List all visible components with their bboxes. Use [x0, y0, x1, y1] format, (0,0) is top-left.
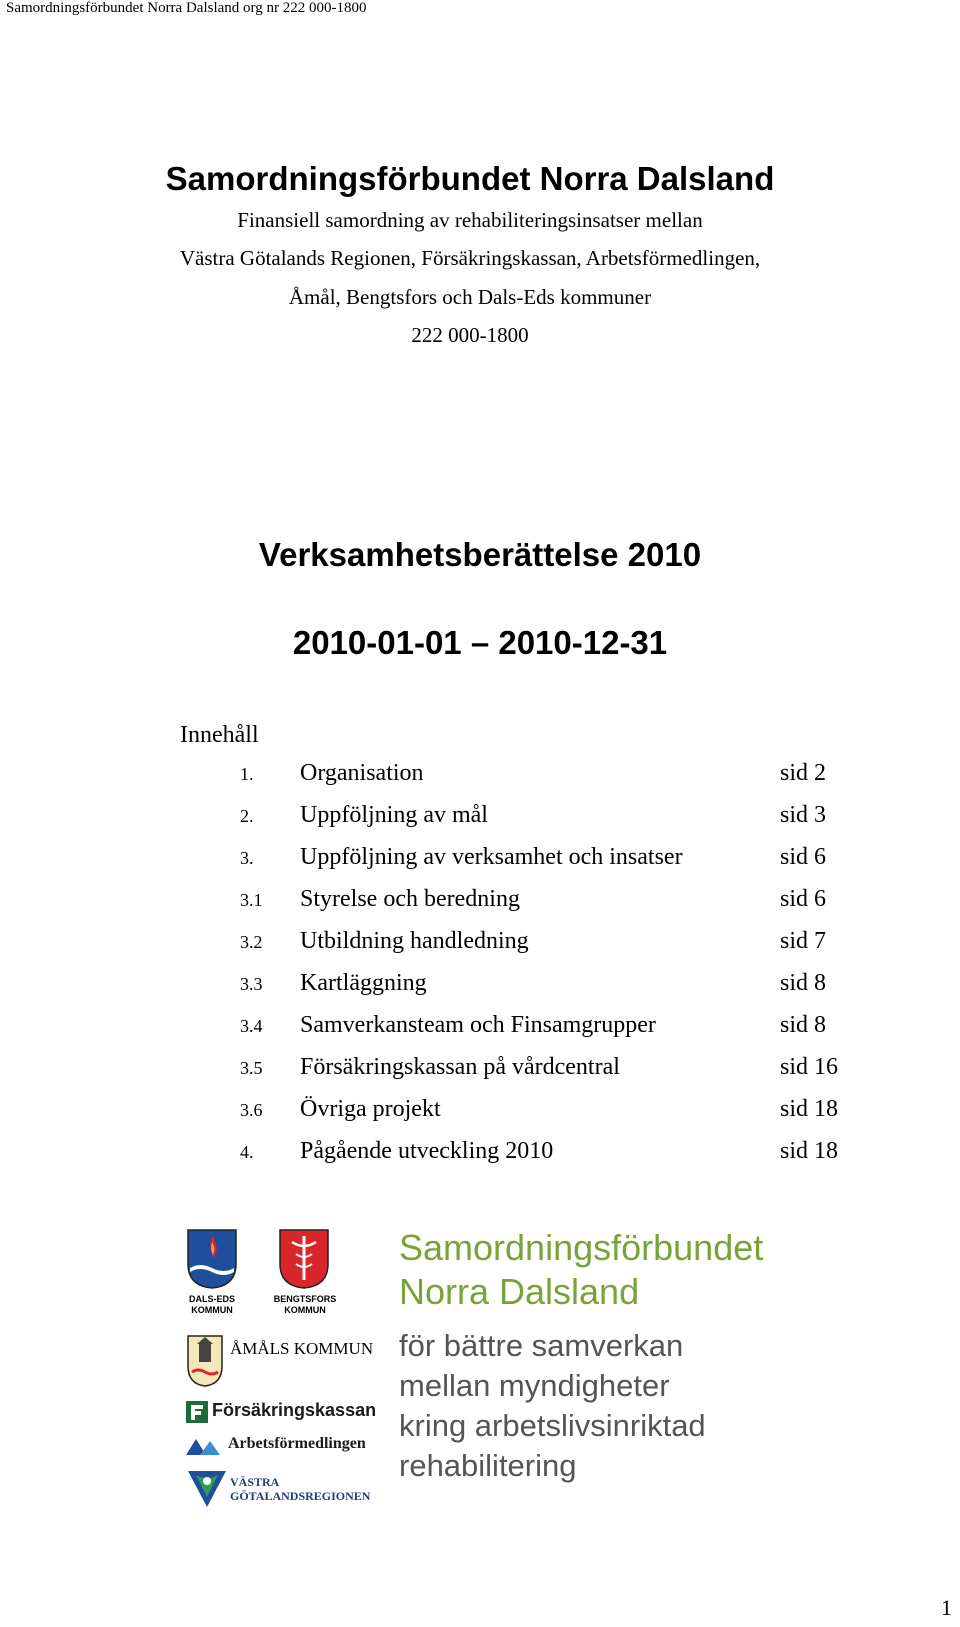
- subtitle-line-3: Åmål, Bengtsfors och Dals-Eds kommuner: [288, 285, 652, 309]
- amal-shield-icon: [186, 1334, 224, 1388]
- toc-item-number: 2.: [240, 806, 254, 826]
- vgr-logo-icon: [186, 1467, 228, 1509]
- toc-item-page: sid 6: [780, 844, 827, 870]
- slogan-line-2: mellan myndigheter: [399, 1368, 670, 1403]
- vgr-label-line-1: VÄSTRA: [230, 1475, 280, 1489]
- slogan-org-line-1: Samordningsförbundet: [399, 1227, 764, 1268]
- toc-item-page: sid 18: [780, 1138, 839, 1164]
- document-title: Samordningsförbundet Norra Dalsland: [165, 160, 775, 197]
- toc-item-title: Uppföljning av verksamhet och insatser: [300, 844, 683, 870]
- toc-item-number: 3.1: [240, 890, 263, 910]
- vgr-label-line-2: GÖTALANDSREGIONEN: [230, 1489, 371, 1503]
- dals-ed-label-line-1: DALS-EDS: [188, 1294, 235, 1304]
- toc-item: [0, 886, 940, 926]
- dals-ed-shield-icon: [186, 1228, 238, 1290]
- toc-item-page: sid 18: [780, 1096, 839, 1122]
- toc-item-number: 3.5: [240, 1058, 263, 1078]
- slogan-line-3: kring arbetslivsinriktad: [399, 1408, 706, 1443]
- toc-item-page: sid 2: [780, 760, 827, 786]
- slogan-line-4: rehabilitering: [399, 1448, 577, 1483]
- dals-ed-label-line-2: KOMMUN: [191, 1305, 233, 1315]
- forsakringskassan-label: Försäkringskassan: [212, 1400, 377, 1420]
- subtitle-line-2: Västra Götalands Regionen, Försäkringskassan, Arbetsförmedlingen,: [179, 246, 761, 270]
- toc-item: [0, 1012, 940, 1052]
- toc-item-number: 3.2: [240, 932, 263, 952]
- toc-item: [0, 928, 940, 968]
- toc-heading: Innehåll: [180, 722, 259, 748]
- report-title: Verksamhetsberättelse 2010: [258, 536, 702, 573]
- toc-item-page: sid 6: [780, 886, 827, 912]
- dals-ed-label: [178, 1294, 246, 1316]
- toc-item-page: sid 16: [780, 1054, 839, 1080]
- toc-item-number: 3.: [240, 848, 254, 868]
- bengtsfors-label-line-1: BENGTSFORS: [273, 1294, 337, 1304]
- toc-item-number: 3.4: [240, 1016, 263, 1036]
- toc-item-title: Utbildning handledning: [300, 928, 529, 954]
- toc-item-title: Samverkansteam och Finsamgrupper: [300, 1012, 656, 1038]
- toc-item-number: 1.: [240, 764, 254, 784]
- toc-item: [0, 1138, 940, 1178]
- toc-item: [0, 802, 940, 842]
- toc-item-number: 3.3: [240, 974, 263, 994]
- toc-item-page: sid 8: [780, 1012, 827, 1038]
- toc-item-title: Uppföljning av mål: [300, 802, 488, 828]
- toc-item-title: Kartläggning: [300, 970, 427, 996]
- bengtsfors-label-line-2: KOMMUN: [284, 1305, 326, 1315]
- slogan-block: [399, 1226, 763, 1486]
- toc-item: [0, 760, 940, 800]
- toc-item: [0, 1096, 940, 1136]
- toc-item-page: sid 3: [780, 802, 827, 828]
- arbetsformedlingen-logo-icon: [184, 1437, 224, 1457]
- toc-item: [0, 1054, 940, 1094]
- toc-item-title: Försäkringskassan på vårdcentral: [300, 1054, 620, 1080]
- slogan-org-line-2: Norra Dalsland: [399, 1271, 640, 1312]
- subtitle-line-1: Finansiell samordning av rehabiliteringsinsatser mellan: [237, 208, 703, 232]
- running-header: Samordningsförbundet Norra Dalsland org nr 222 000-1800: [6, 0, 367, 16]
- toc-item-number: 4.: [240, 1142, 254, 1162]
- vgr-label: [230, 1475, 370, 1503]
- arbetsformedlingen-label: Arbetsförmedlingen: [228, 1435, 366, 1452]
- toc-item-title: Övriga projekt: [300, 1096, 441, 1122]
- amal-label: ÅMÅLS KOMMUN: [230, 1339, 374, 1358]
- page-number: 1: [941, 1595, 952, 1620]
- bengtsfors-label: [268, 1294, 342, 1316]
- slogan-line-1: för bättre samverkan: [399, 1328, 684, 1363]
- toc-item-title: Styrelse och beredning: [300, 886, 520, 912]
- toc-item-number: 3.6: [240, 1100, 263, 1120]
- toc-item-title: Pågående utveckling 2010: [300, 1138, 554, 1164]
- toc-item-page: sid 8: [780, 970, 827, 996]
- bengtsfors-shield-icon: [278, 1228, 330, 1290]
- org-number: 222 000-1800: [411, 323, 529, 347]
- toc-item: [0, 970, 940, 1010]
- forsakringskassan-logo-icon: [186, 1401, 208, 1423]
- report-period: 2010-01-01 – 2010-12-31: [292, 624, 668, 661]
- toc-item-title: Organisation: [300, 760, 424, 786]
- toc-item-page: sid 7: [780, 928, 827, 954]
- toc-item: [0, 844, 940, 884]
